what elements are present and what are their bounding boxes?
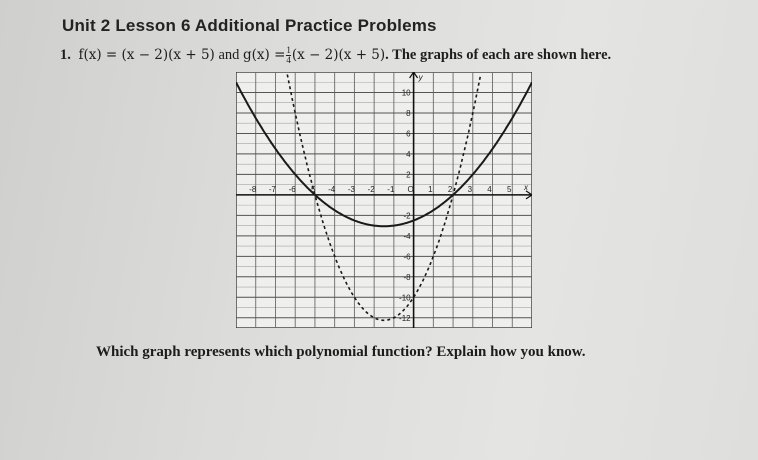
y-tick-label: 4 — [406, 149, 411, 159]
problem-statement — [60, 46, 611, 65]
y-tick-label: -12 — [399, 313, 411, 323]
x-axis-label: x — [524, 182, 528, 192]
g-fraction-numerator: 1 — [286, 45, 291, 55]
x-tick-label: -1 — [387, 184, 395, 194]
x-tick-label: 1 — [428, 184, 433, 194]
y-axis-label: y — [418, 73, 423, 82]
y-tick-label: 10 — [401, 88, 411, 98]
question-text: Which graph represents which polynomial function? Explain how you know. — [96, 344, 586, 360]
y-tick-label: -10 — [399, 293, 411, 303]
x-tick-label: -4 — [328, 184, 336, 194]
x-tick-label: -3 — [347, 184, 355, 194]
problem-number: 1. — [60, 46, 71, 63]
x-tick-label: 2 — [447, 184, 453, 194]
g-prefix: g(x) = — [243, 46, 286, 63]
graph-chart — [236, 72, 532, 328]
x-tick-label: -5 — [308, 184, 316, 194]
g-fraction — [286, 46, 291, 65]
y-tick-label: -6 — [403, 252, 411, 262]
y-tick-label: 2 — [406, 170, 411, 180]
y-tick-label: -4 — [403, 231, 411, 241]
problem-tail: . The graphs of each are shown here. — [385, 46, 612, 63]
f-definition: f(x) = (x − 2)(x + 5) — [78, 46, 215, 63]
x-tick-label: -2 — [367, 184, 375, 194]
g-suffix: (x − 2)(x + 5) — [291, 46, 386, 63]
x-tick-label: 4 — [487, 184, 492, 194]
page-title: Unit 2 Lesson 6 Additional Practice Problems — [62, 16, 437, 35]
y-tick-label: -8 — [403, 272, 411, 282]
x-tick-label: -8 — [249, 184, 257, 194]
y-tick-label: 6 — [406, 129, 411, 139]
grid-background — [236, 72, 532, 328]
x-tick-label: -6 — [288, 184, 296, 194]
y-tick-label: 8 — [406, 108, 411, 118]
x-tick-label: O — [407, 184, 414, 194]
x-tick-label: -7 — [268, 184, 277, 194]
g-fraction-denominator: 4 — [286, 55, 291, 65]
x-tick-label: 5 — [507, 184, 512, 194]
y-tick-label: -2 — [403, 211, 411, 221]
and-text: and — [218, 46, 240, 63]
x-tick-label: 3 — [467, 184, 473, 194]
